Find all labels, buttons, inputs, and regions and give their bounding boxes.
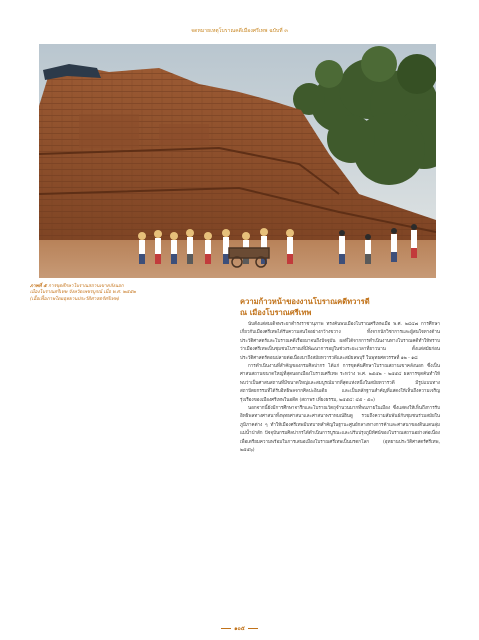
- folio-dash-right: [248, 628, 258, 629]
- article-body: [240, 321, 440, 607]
- page-number-text: ๑๐๕: [234, 626, 245, 632]
- article-title-line-1: ความก้าวหน้าของงานโบราณคดีทวารดี: [240, 297, 370, 306]
- caption-line-1: การขุดศึกษาโบราณสถานเขาคลังนอก: [48, 284, 124, 289]
- body-paragraph-3: นอกจากนี้ยังมีการศึกษาจารึกและโบราณวัตถุจำนวนมากที่พบภายในเมือง ซึ่งแสดงให้เห็นถึงการรับอิทธิพลทางศาสนาทั้งพุทธศาสนาและศาสนาพราหมณ์ฮินดู รวมถึงความสัมพันธ์กับชุมชนร่วมสมัยในภูมิภาคต่าง ๆ ทำให้เมืองศรีเทพมีบทบาทสำคัญในฐานะศูนย์กลางทางการค้าและศาสนาของดินแดนลุ่มแม่น้ำป่าสัก ปัจจุบันกรมศิลปากรได้ดำเนินการบูรณะและปรับปรุงภูมิทัศน์ของโบราณสถานอย่างต่อเนื่อง เพื่อเตรียมความพร้อมในการเสนอเมืองโบราณศรีเทพเป็นมรดกโลก (อุทยานประวัติศาสตร์ศรีเทพ, ๒๕๕๖): [240, 406, 440, 454]
- caption-line-2: เมืองโบราณศรีเทพ จังหวัดเพชรบูรณ์ เมื่อ พ.ศ. ๒๕๕๒: [30, 290, 136, 296]
- excavation-photo-illustration: [39, 44, 436, 278]
- article-title-line-2: ณ เมืองโบราณศรีเทพ: [240, 308, 312, 317]
- caption-line-3: (เอื้อเฟื้อภาพโดยอุทยานประวัติศาสตร์ศรีเทพ): [30, 296, 120, 302]
- excavation-photo: [39, 44, 436, 278]
- body-paragraph-1: นับตั้งแต่สมเด็จพระยาดำรงราชานุภาพ ทรงค้นพบเมืองโบราณศรีเทพเมื่อ พ.ศ. ๒๔๔๗ การศึกษาเกี่ยวกับเมืองศรีเทพได้รับความสนใจอย่างกว้างขวาง ทั้งจากนักวิชาการและผู้สนใจทางด้านประวัติศาสตร์และโบราณคดีเรื่อยมาจนถึงปัจจุบัน ผลที่ได้จากการดำเนินงานทางโบราณคดีทำให้ทราบว่าเมืองศรีเทพเป็นชุมชนโบราณที่มีพัฒนาการอยู่ในช่วงระยะเวลาที่ยาวนาน ตั้งแต่สมัยก่อนประวัติศาสตร์ตอนปลายต่อเนื่องมาถึงสมัยทวารวดีและสมัยลพบุรี ในพุทธศตวรรษที่ ๑๒ - ๑๘: [240, 322, 440, 361]
- folio-dash-left: [221, 628, 231, 629]
- running-head: จดหมายเหตุโบราณคดีเมืองศรีเทพ ฉบับที่ ๓: [191, 28, 288, 34]
- figure-label: ภาพที่ ๕: [30, 284, 47, 289]
- body-paragraph-2: การดำเนินงานที่สำคัญของกรมศิลปากร ได้แก่ การขุดค้นศึกษาโบราณสถานเขาคลังนอก ซึ่งเป็นศาสนสถานขนาดใหญ่ที่สุดนอกเมืองโบราณศรีเทพ ระหว่าง พ.ศ. ๒๕๕๒ - ๒๕๕๔ ผลการขุดค้นทำให้พบว่าเป็นศาสนสถานที่มีขนาดใหญ่และสมบูรณ์มากที่สุดแห่งหนึ่งในสมัยทวารวดี มีรูปแบบทางสถาปัตยกรรมที่ได้รับอิทธิพลจากศิลปะอินเดีย และเป็นหลักฐานสำคัญที่แสดงให้เห็นถึงความเจริญรุ่งเรืองของเมืองศรีเทพในอดีต (สถาพร เที่ยงธรรม, ๒๕๕๔: ๔๕ - ๕๐): [240, 364, 440, 403]
- figure-caption: [30, 284, 215, 303]
- article-title: [240, 296, 440, 318]
- page-number: [0, 625, 479, 633]
